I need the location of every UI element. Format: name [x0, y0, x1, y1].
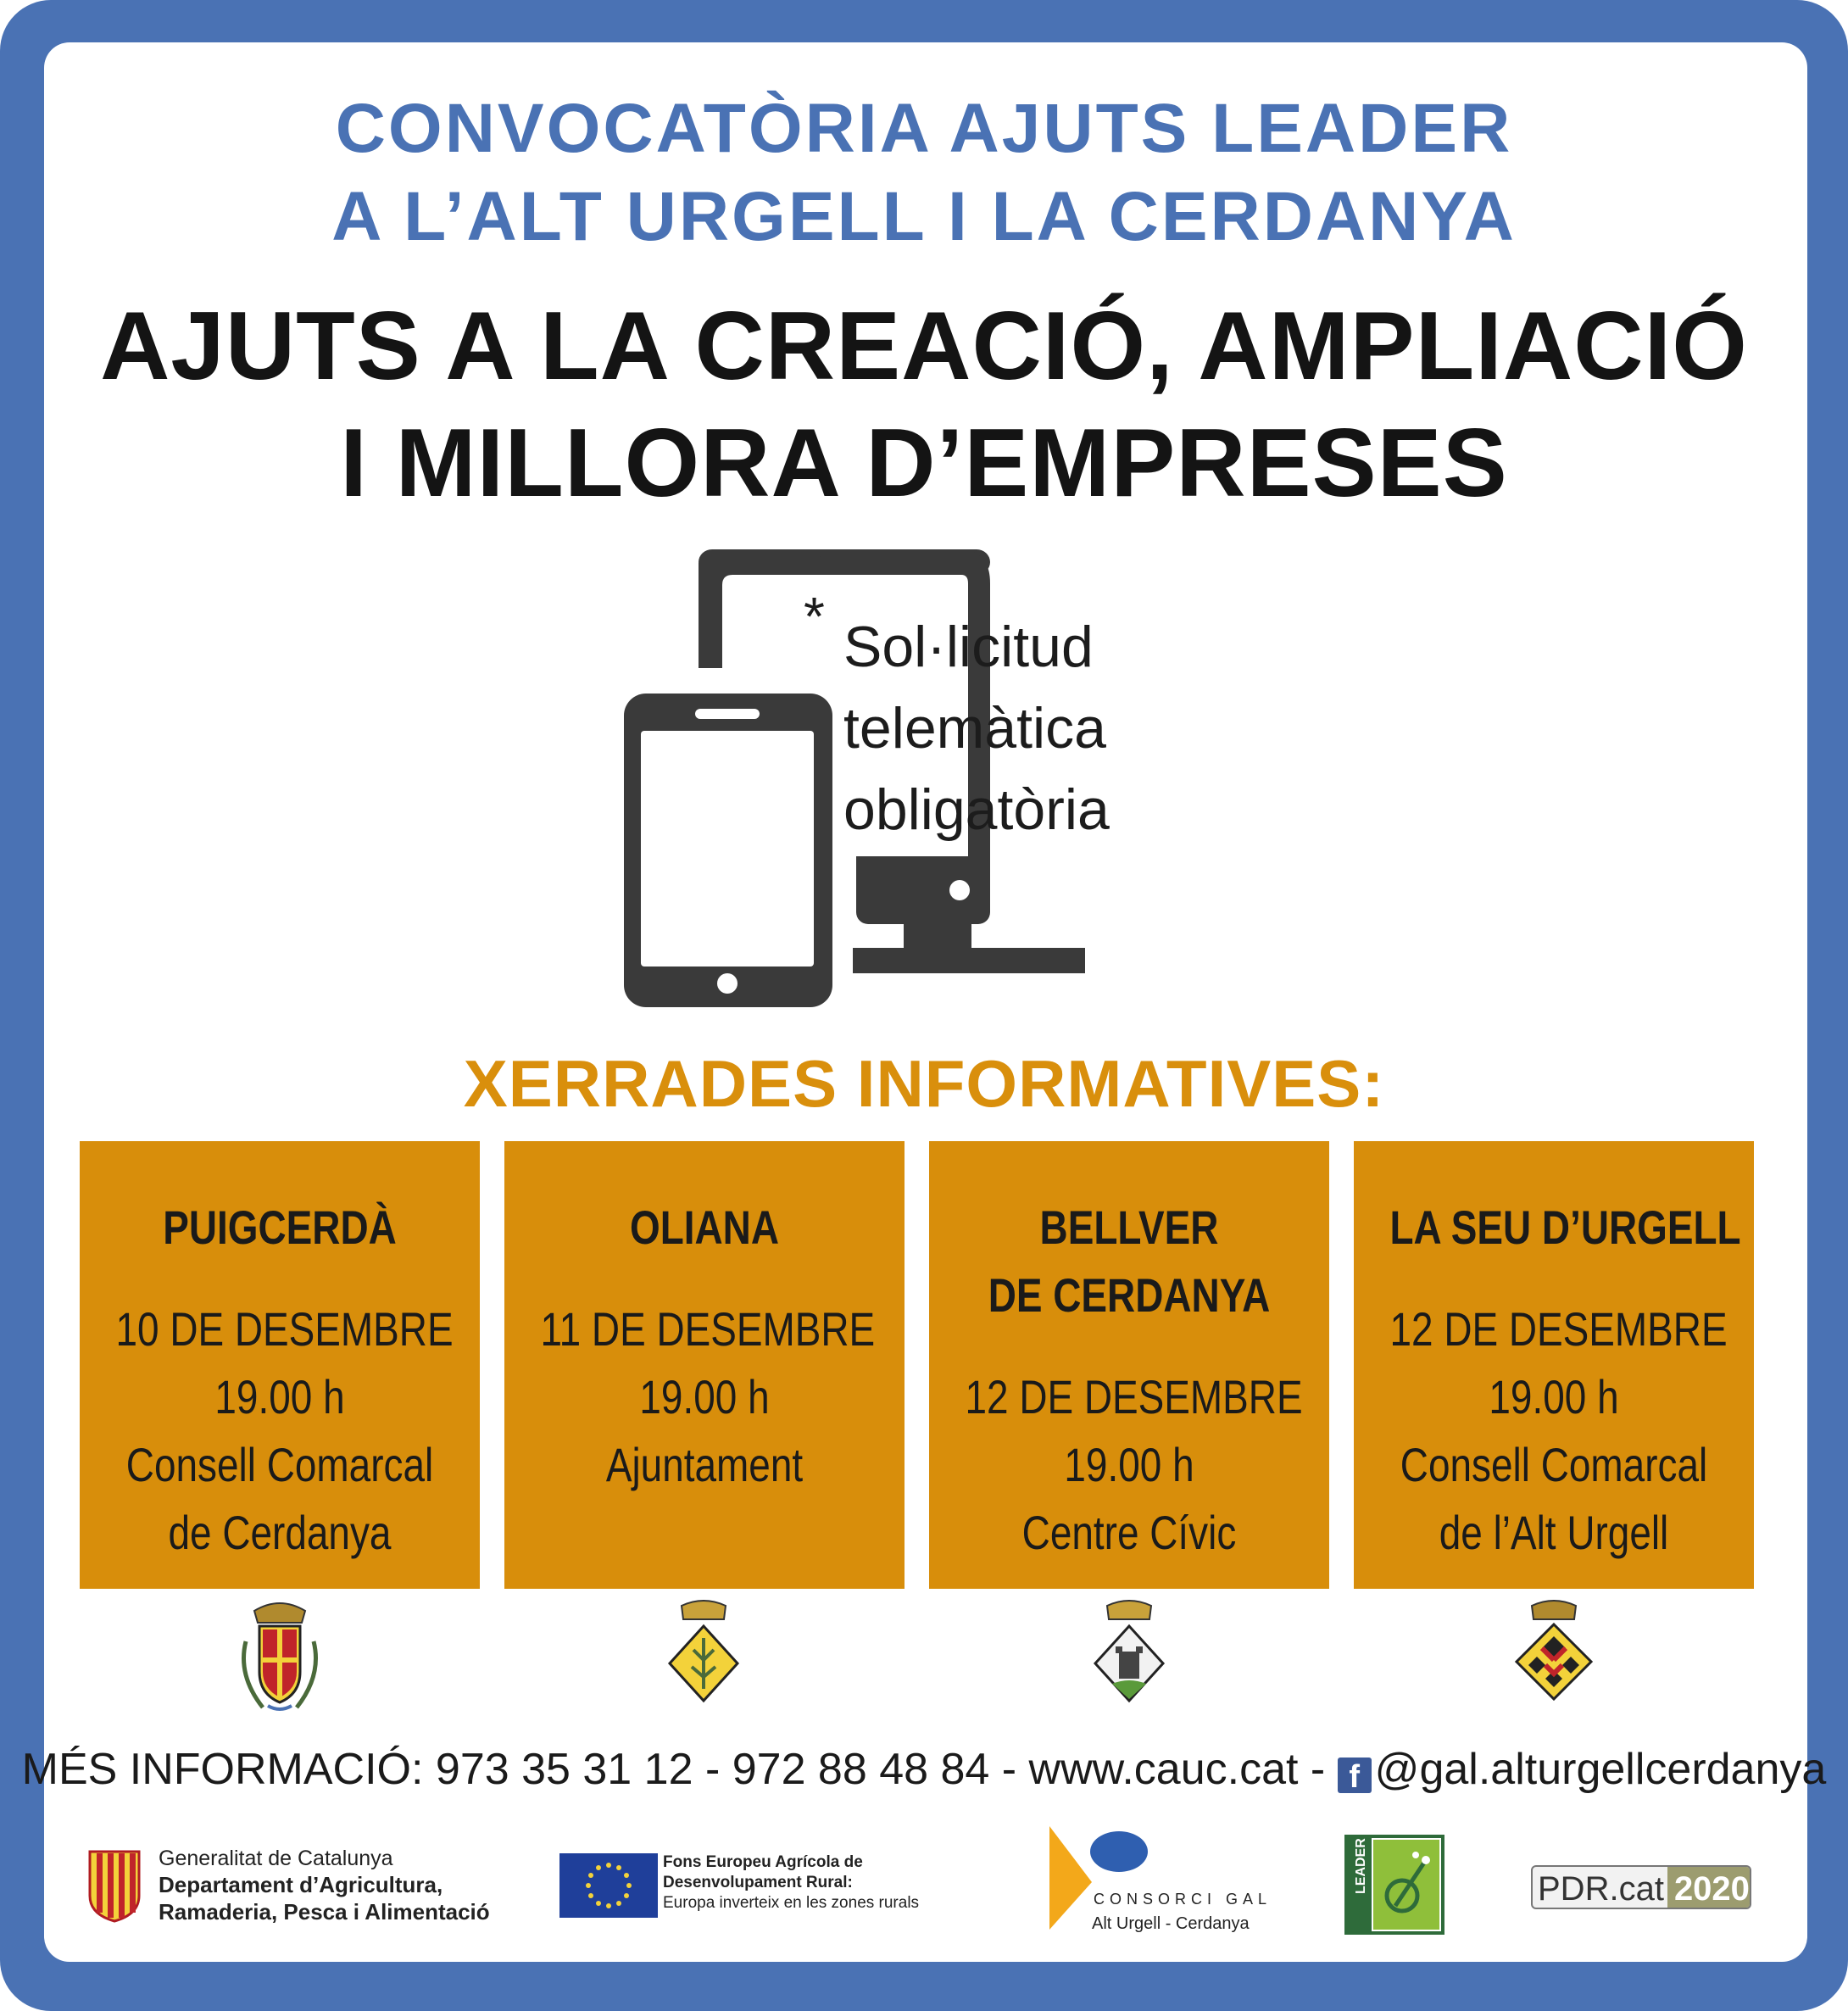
talk-card-bellver	[929, 1141, 1329, 1589]
kicker-line-1: CONVOCATÒRIA AJUTS LEADER	[335, 90, 1513, 167]
talk-place	[1389, 1194, 1741, 1262]
pdr-cat-2020-logo	[1531, 1865, 1751, 1909]
talk-details	[965, 1363, 1303, 1567]
talk-card-oliana	[504, 1141, 905, 1589]
talk-time: 19.00 h	[639, 1370, 770, 1423]
talk-venue-line-1: Ajuntament	[605, 1438, 804, 1491]
talk-place-line-1: OLIANA	[629, 1200, 780, 1254]
talk-venue-line-1: Centre Cívic	[1021, 1506, 1237, 1559]
oliana-crest-icon	[653, 1599, 754, 1718]
talk-details	[1389, 1295, 1728, 1567]
contact-info	[0, 1740, 1848, 1799]
talk-place	[540, 1194, 868, 1262]
talk-card-la-seu	[1354, 1141, 1754, 1589]
page-title	[0, 288, 1848, 522]
talk-time: 19.00 h	[1489, 1370, 1619, 1423]
talk-place-line-1: PUIGCERDÀ	[163, 1200, 397, 1254]
contact-text: MÉS INFORMACIÓ: 973 35 31 12 - 972 88 48 84 - www.cauc.cat -	[21, 1745, 1326, 1794]
talk-details	[115, 1295, 454, 1567]
talk-date: 12 DE DESEMBRE	[1389, 1302, 1728, 1356]
talks-title: XERRADES INFORMATIVES:	[463, 1046, 1385, 1121]
talk-venue-line-2: de l’Alt Urgell	[1439, 1506, 1669, 1559]
bellver-crest-icon	[1078, 1599, 1180, 1718]
eu-flag-icon	[559, 1853, 658, 1918]
talk-date: 12 DE DESEMBRE	[965, 1370, 1303, 1423]
talk-place-line-1: LA SEU D’URGELL	[1389, 1200, 1741, 1254]
talk-card-puigcerda	[80, 1141, 480, 1589]
kicker-line-2: A L’ALT URGELL I LA CERDANYA	[331, 178, 1517, 255]
la-seu-crest-icon	[1503, 1599, 1605, 1718]
pdr-label: PDR.cat	[1538, 1870, 1664, 1908]
note-line-1: Sol·licitud	[843, 615, 1094, 679]
call-kicker	[0, 85, 1848, 261]
headline-line-2: I MILLORA D’EMPRESES	[340, 409, 1508, 517]
gal-name: CONSORCI GAL	[1094, 1891, 1272, 1908]
online-application-note	[843, 606, 1200, 850]
facebook-handle[interactable]: @gal.alturgellcerdanya	[1374, 1745, 1827, 1794]
feader-line-2: Desenvolupament Rural:	[663, 1874, 853, 1891]
talk-venue-line-2: de Cerdanya	[168, 1506, 392, 1559]
gencat-department-line-1: Departament d’Agricultura,	[159, 1872, 443, 1897]
puigcerda-crest-icon	[229, 1599, 331, 1718]
asterisk-mark: *	[804, 586, 825, 647]
gencat-name: Generalitat de Catalunya	[159, 1847, 393, 1870]
talk-date: 11 DE DESEMBRE	[540, 1302, 876, 1356]
feader-line-1: Fons Europeu Agrícola de	[663, 1853, 863, 1871]
talk-place	[965, 1194, 1293, 1329]
leader-text: LEADER	[1354, 1838, 1368, 1894]
talk-time: 19.00 h	[214, 1370, 345, 1423]
tablet-icon	[624, 694, 832, 1007]
talk-venue-line-1: Consell Comarcal	[125, 1438, 434, 1491]
note-line-3: obligatòria	[843, 777, 1110, 842]
talk-place-line-1: BELLVER	[1039, 1200, 1219, 1254]
gencat-department-line-2: Ramaderia, Pesca i Alimentació	[159, 1899, 490, 1925]
pdr-year: 2020	[1667, 1867, 1751, 1909]
talk-place-line-2: DE CERDANYA	[988, 1268, 1271, 1322]
facebook-icon[interactable]: f	[1338, 1758, 1372, 1793]
talk-details	[540, 1295, 876, 1499]
generalitat-logo-icon	[85, 1847, 144, 1923]
feader-line-3: Europa inverteix en les zones rurals	[663, 1894, 920, 1912]
talk-time: 19.00 h	[1064, 1438, 1194, 1491]
note-line-2: telemàtica	[843, 696, 1106, 760]
leader-logo-icon	[1344, 1835, 1444, 1935]
talk-venue-line-1: Consell Comarcal	[1400, 1438, 1708, 1491]
talk-place	[115, 1194, 443, 1262]
headline-line-1: AJUTS A LA CREACIÓ, AMPLIACIÓ	[100, 292, 1748, 400]
gal-subtitle: Alt Urgell - Cerdanya	[1092, 1914, 1250, 1933]
talk-date: 10 DE DESEMBRE	[115, 1302, 454, 1356]
